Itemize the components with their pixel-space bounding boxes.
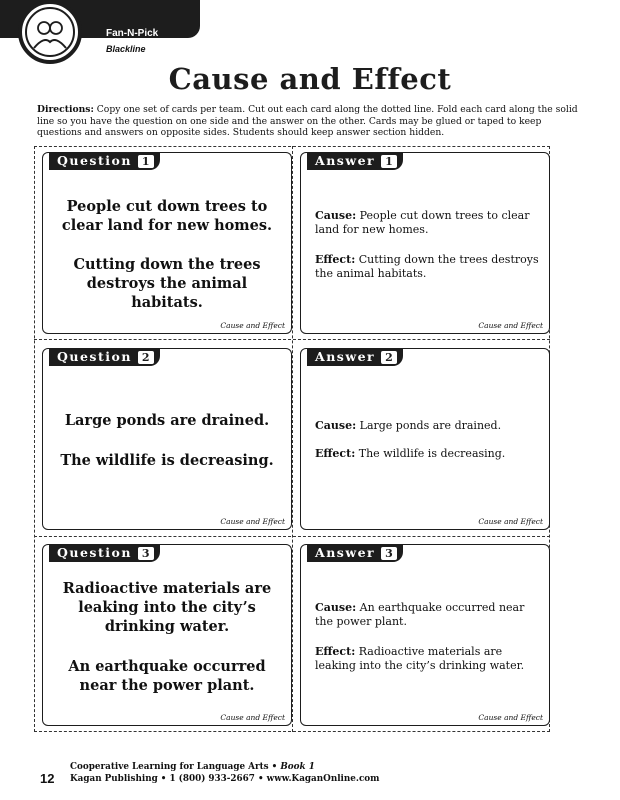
question-cause: Radioactive materials are leaking into the city’s drinking water. [62, 580, 272, 635]
card-number: 2 [138, 351, 154, 364]
cause-text: People cut down trees to clear land for new homes. [315, 209, 530, 236]
answer-card-3 [300, 544, 550, 726]
answer-tab [307, 152, 403, 170]
question-tab [49, 544, 160, 562]
book-line-prefix: Cooperative Learning for Language Arts • [70, 762, 281, 772]
question-card-2 [42, 348, 292, 530]
question-cause: Large ponds are drained. [64, 412, 270, 429]
cut-line-horizontal-2 [34, 536, 550, 537]
series-label: Fan-N-Pick [106, 28, 159, 39]
question-label: Question [57, 349, 132, 364]
cause-label: Cause: [315, 419, 357, 432]
cause-label: Cause: [315, 601, 357, 614]
book-line [70, 762, 315, 772]
cut-line-vertical [292, 146, 293, 732]
question-tab [49, 152, 160, 170]
answer-tab [307, 348, 403, 366]
publisher-line: Kagan Publishing • 1 (800) 933-2667 • www.KaganOnline.com [70, 774, 380, 784]
effect-label: Effect: [315, 645, 356, 658]
question-effect: Cutting down the trees destroys the animal habitats. [73, 256, 261, 311]
blackline-label: Blackline [106, 44, 146, 54]
question-effect: An earthquake occurred near the power plant. [68, 658, 266, 694]
answer-card-2 [300, 348, 550, 530]
effect-text: The wildlife is decreasing. [358, 447, 506, 460]
card-number: 3 [138, 547, 154, 560]
answer-card-1 [300, 152, 550, 334]
answer-effect [315, 645, 539, 673]
answer-cause [315, 209, 539, 237]
answer-label: Answer [315, 153, 376, 168]
card-footer: Cause and Effect [478, 321, 543, 330]
answer-label: Answer [315, 545, 376, 560]
answer-tab [307, 544, 403, 562]
effect-label: Effect: [315, 447, 356, 460]
page-number: 12 [40, 771, 55, 786]
answer-cause [315, 601, 539, 629]
card-number: 1 [138, 155, 154, 168]
card-number: 2 [381, 351, 397, 364]
card-number: 1 [381, 155, 397, 168]
cause-text: An earthquake occurred near the power plant. [315, 601, 525, 628]
card-number: 3 [381, 547, 397, 560]
cause-label: Cause: [315, 209, 357, 222]
question-card-3 [42, 544, 292, 726]
answer-effect [315, 253, 539, 281]
answer-effect [315, 447, 539, 461]
kagan-logo-icon [18, 0, 82, 64]
question-label: Question [57, 153, 132, 168]
card-footer: Cause and Effect [220, 517, 285, 526]
card-footer: Cause and Effect [478, 517, 543, 526]
effect-label: Effect: [315, 253, 356, 266]
book-title: Book 1 [280, 762, 315, 772]
card-footer: Cause and Effect [220, 713, 285, 722]
question-cause: People cut down trees to clear land for new homes. [61, 198, 273, 234]
card-footer: Cause and Effect [478, 713, 543, 722]
directions-label: Directions: [37, 104, 94, 115]
question-card-1 [42, 152, 292, 334]
cause-text: Large ponds are drained. [359, 419, 502, 432]
card-footer: Cause and Effect [220, 321, 285, 330]
answer-label: Answer [315, 349, 376, 364]
effect-text: Radioactive materials are leaking into the city’s drinking water. [315, 645, 525, 672]
answer-cause [315, 419, 539, 433]
cut-line-horizontal-1 [34, 339, 550, 340]
question-effect: The wildlife is decreasing. [60, 452, 274, 469]
directions [37, 104, 585, 139]
page-title: Cause and Effect [168, 62, 452, 96]
question-label: Question [57, 545, 132, 560]
effect-text: Cutting down the trees destroys the animal habitats. [315, 253, 539, 280]
question-tab [49, 348, 160, 366]
directions-text: Copy one set of cards per team. Cut out each card along the dotted line. Fold each card along the solid line so you have the question on one side and the answer on the other. Cards may be glued or taped to keep questions and answers on opposite sides. Students should keep answer section hidden. [37, 104, 578, 139]
